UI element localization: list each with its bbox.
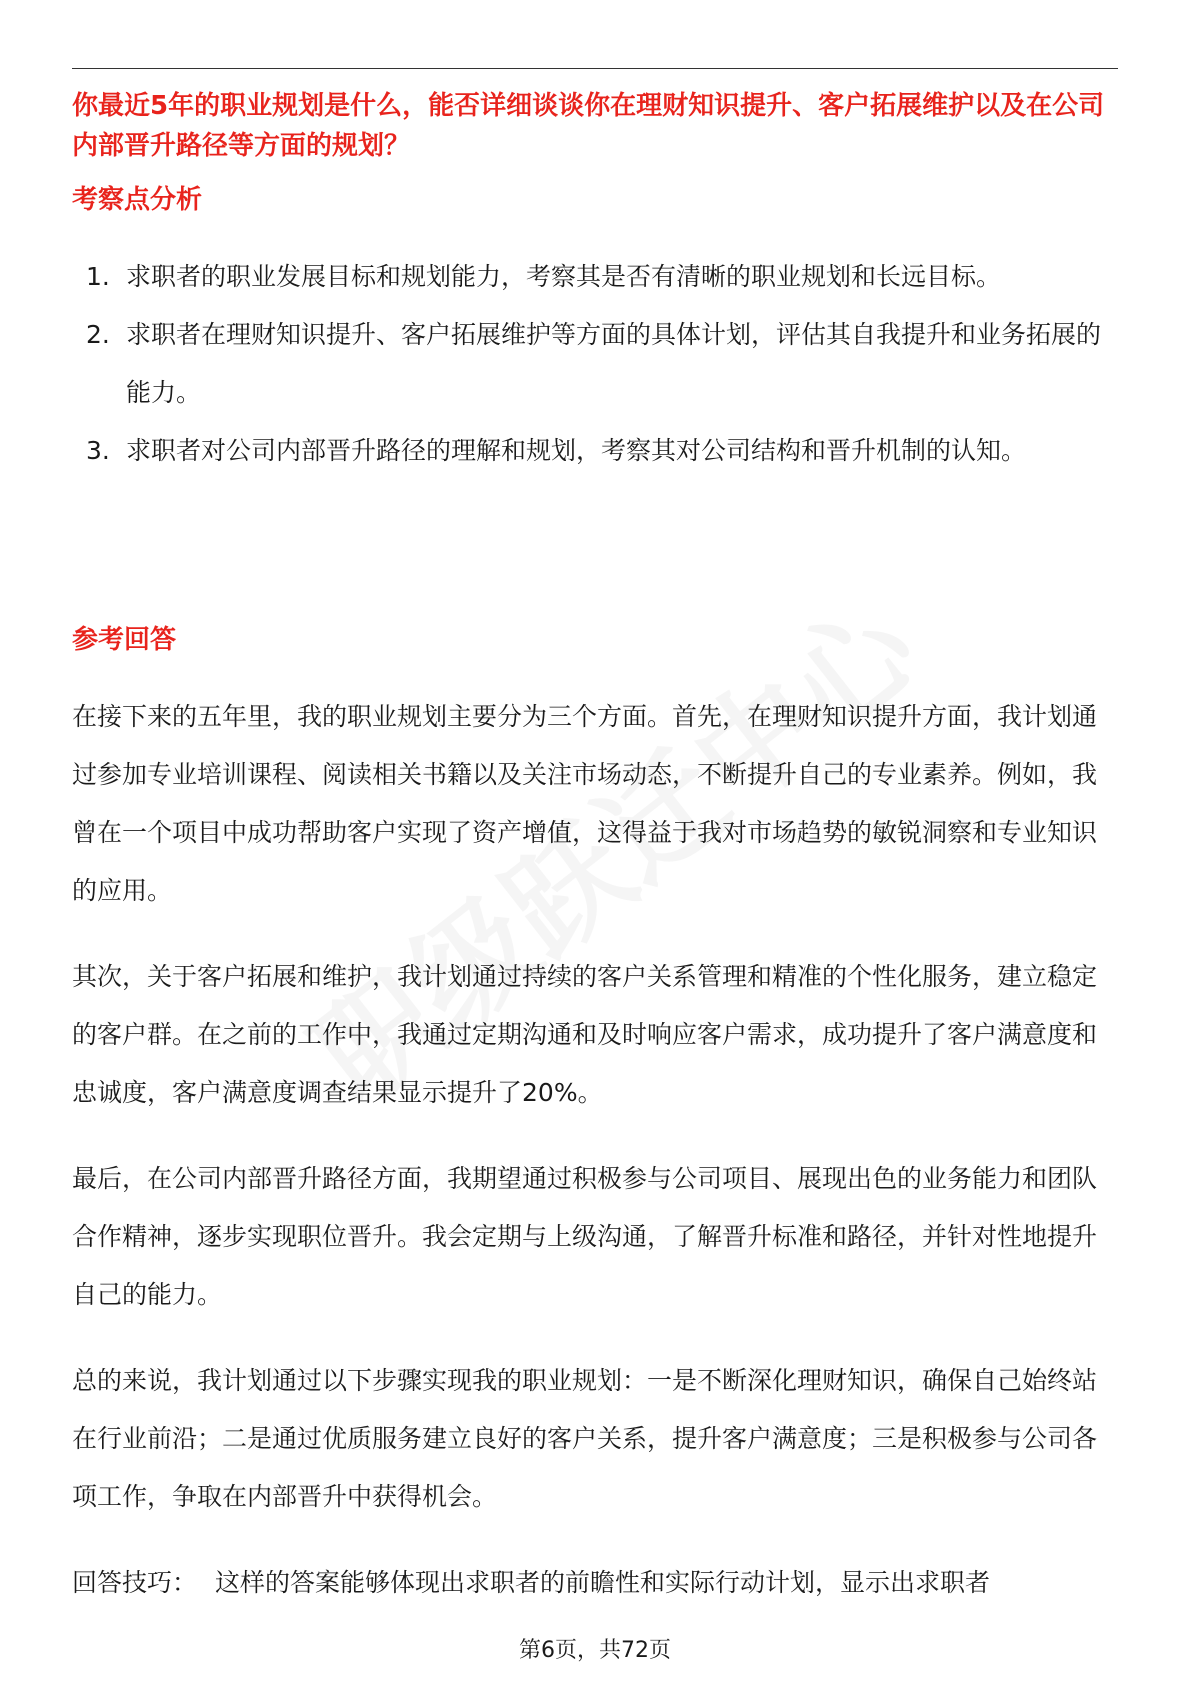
- list-item: [72, 248, 1118, 306]
- list-item-number: 3.: [86, 436, 110, 465]
- answer-paragraph-2: 其次，关于客户拓展和维护，我计划通过持续的客户关系管理和精准的个性化服务，建立稳定的客户群。在之前的工作中，我通过定期沟通和及时响应客户需求，成功提升了客户满意度和忠诚度，客户满意度调查结果显示提升了20%。: [72, 962, 1098, 1107]
- answer-paragraph-3: 最后，在公司内部晋升路径方面，我期望通过积极参与公司项目、展现出色的业务能力和团队合作精神，逐步实现职位晋升。我会定期与上级沟通，了解晋升标准和路径，并针对性地提升自己的能力。: [72, 1164, 1098, 1309]
- tip-text: 这样的答案能够体现出求职者的前瞻性和实际行动计划，显示出求职者: [215, 1568, 991, 1597]
- question-title: 你最近5年的职业规划是什么，能否详细谈谈你在理财知识提升、客户拓展维护以及在公司内部晋升路径等方面的规划？: [72, 91, 1105, 161]
- list-item-text: 求职者在理财知识提升、客户拓展维护等方面的具体计划，评估其自我提升和业务拓展的能力。: [126, 320, 1102, 407]
- answer-paragraph-1: 在接下来的五年里，我的职业规划主要分为三个方面。首先，在理财知识提升方面，我计划通过参加专业培训课程、阅读相关书籍以及关注市场动态，不断提升自己的专业素养。例如，我曾在一个项目中成功帮助客户实现了资产增值，这得益于我对市场趋势的敏锐洞察和专业知识的应用。: [72, 702, 1098, 905]
- analysis-heading: 考察点分析: [72, 185, 203, 215]
- list-item-number: 2.: [86, 320, 110, 349]
- tip-label: 回答技巧：: [72, 1568, 198, 1597]
- list-item-text: 求职者的职业发展目标和规划能力，考察其是否有清晰的职业规划和长远目标。: [126, 262, 1002, 291]
- top-divider: [72, 68, 1118, 69]
- answer-tip: [72, 1554, 1118, 1612]
- answer-paragraph-4: 总的来说，我计划通过以下步骤实现我的职业规划：一是不断深化理财知识，确保自己始终站在行业前沿；二是通过优质服务建立良好的客户关系，提升客户满意度；三是积极参与公司各项工作，争取在内部晋升中获得机会。: [72, 1366, 1098, 1511]
- answer-heading: 参考回答: [72, 625, 177, 655]
- list-item-text: 求职者对公司内部晋升路径的理解和规划，考察其对公司结构和晋升机制的认知。: [126, 436, 1027, 465]
- analysis-list: [72, 248, 1118, 480]
- list-item: [72, 422, 1118, 480]
- page-number: 第6页，共72页: [519, 1638, 671, 1663]
- list-item: [72, 306, 1118, 422]
- list-item-number: 1.: [86, 262, 110, 291]
